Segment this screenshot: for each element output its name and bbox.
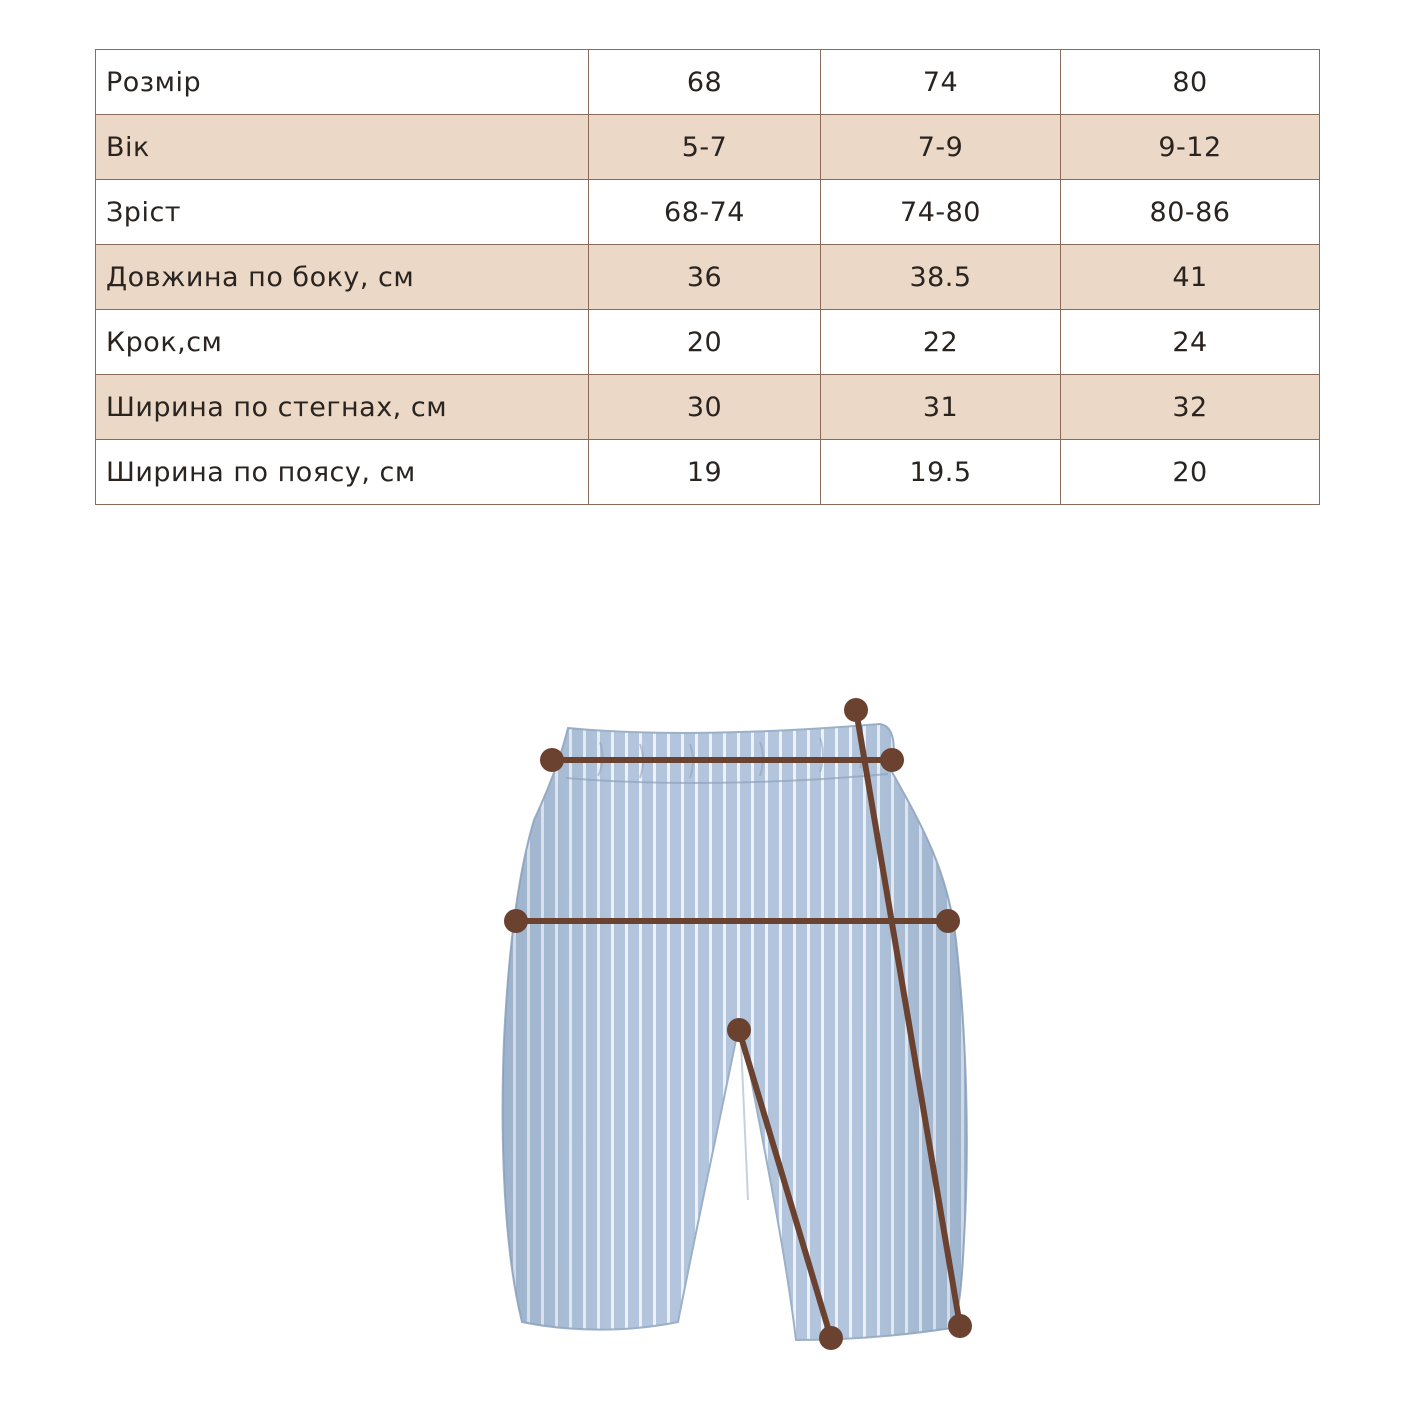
table-cell: 32 — [1061, 375, 1320, 440]
table-cell: 68-74 — [589, 180, 821, 245]
inseam-top-point — [727, 1018, 751, 1042]
table-cell: 31 — [821, 375, 1061, 440]
waist-right-point — [880, 748, 904, 772]
table-cell: 9-12 — [1061, 115, 1320, 180]
row-label: Довжина по боку, см — [96, 245, 589, 310]
side-bottom-point — [948, 1314, 972, 1338]
waist-left-point — [540, 748, 564, 772]
table-cell: 74-80 — [821, 180, 1061, 245]
table-cell: 20 — [589, 310, 821, 375]
table-cell: 30 — [589, 375, 821, 440]
table-cell: 19.5 — [821, 440, 1061, 505]
table-cell: 24 — [1061, 310, 1320, 375]
table-cell: 38.5 — [821, 245, 1061, 310]
side-top-point — [844, 698, 868, 722]
row-label: Вік — [96, 115, 589, 180]
row-label: Крок,см — [96, 310, 589, 375]
table-cell: 22 — [821, 310, 1061, 375]
row-label: Ширина по поясу, см — [96, 440, 589, 505]
row-label: Ширина по стегнах, см — [96, 375, 589, 440]
row-label: Зріст — [96, 180, 589, 245]
table-cell: 20 — [1061, 440, 1320, 505]
table-cell: 41 — [1061, 245, 1320, 310]
table-cell: 36 — [589, 245, 821, 310]
table-cell: 7-9 — [821, 115, 1061, 180]
inseam-bottom-point — [819, 1326, 843, 1350]
table-cell: 80-86 — [1061, 180, 1320, 245]
table-cell: 5-7 — [589, 115, 821, 180]
hip-right-point — [936, 909, 960, 933]
table-cell: 19 — [589, 440, 821, 505]
row-label: Розмір — [96, 50, 589, 115]
table-cell: 80 — [1061, 50, 1320, 115]
table-cell: 74 — [821, 50, 1061, 115]
hip-left-point — [504, 909, 528, 933]
table-cell: 68 — [589, 50, 821, 115]
